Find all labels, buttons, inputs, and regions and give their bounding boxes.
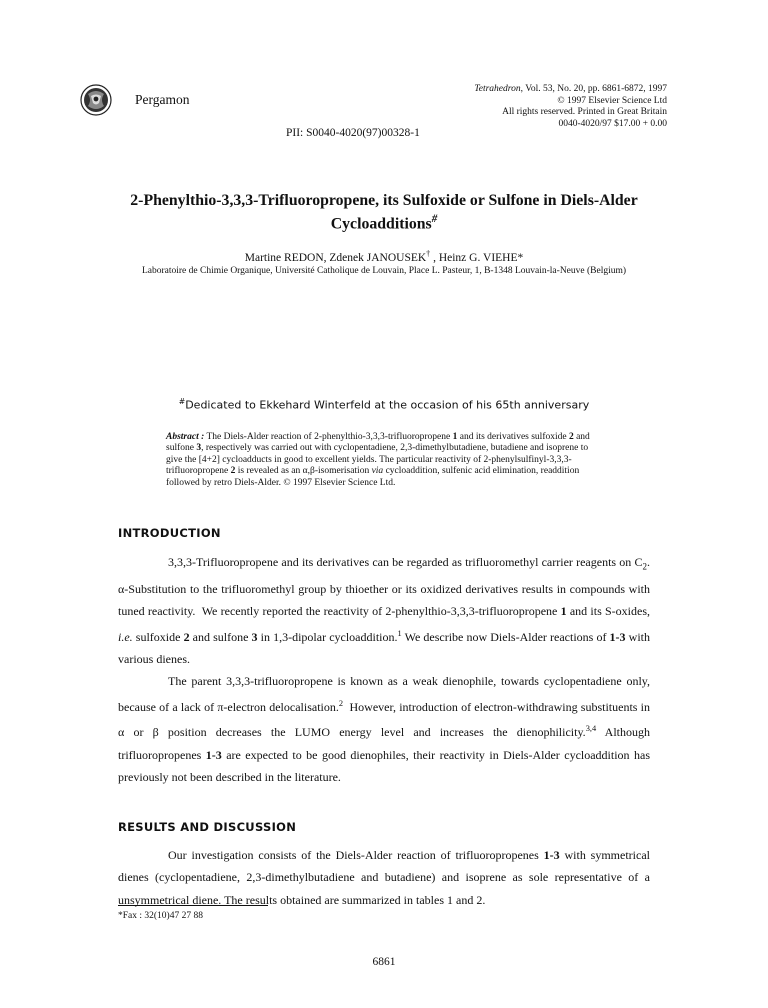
dedication: #Dedicated to Ekkehard Winterfeld at the occasion of his 65th anniversary: [178, 397, 590, 412]
journal-line: All rights reserved. Printed in Great Britain: [502, 107, 667, 117]
journal-line: 0040-4020/97 $17.00 + 0.00: [558, 118, 667, 129]
paragraph: Our investigation consists of the Diels-Alder reaction of trifluoropropenes 1-3 with symmetrical dienes (cyclopentadiene, 2,3-dimethylbutadiene and butadiene) and isoprene as sole representative of a unsymmetrical diene. The results obtained are summarized in tables 1 and 2.: [118, 848, 650, 907]
results-body: [118, 844, 650, 911]
introduction-body: [118, 551, 650, 788]
section-heading-results: RESULTS AND DISCUSSION: [118, 820, 297, 834]
journal-line: © 1997 Elsevier Science Ltd: [557, 95, 667, 106]
pii-identifier: PII: S0040-4020(97)00328-1: [286, 127, 420, 139]
page-number: 6861: [372, 956, 396, 968]
footnote-divider: [118, 905, 268, 906]
paragraph: 3,3,3-Trifluoropropene and its derivatives can be regarded as trifluoromethyl carrier reagents on $C_2$. α-Substitution to the trifluoromethyl group by thioether or its oxidized derivatives results in compounds with tuned reactivity. We recently reported the reactivity of 2-phenylthio-3,3,3-trifluoropropene 1 and its S-oxides, i.e. sulfoxide 2 and sulfone 3 in 1,3-dipolar cycloaddition.$^1$ We describe now Diels-Alder reactions of 1-3 with various dienes.: [118, 555, 650, 667]
journal-citation: [474, 84, 667, 130]
author-affiliation: Laboratoire de Chimie Organique, Université Catholique de Louvain, Place L. Pasteur, 1, B-1348 Louvain-la-Neuve (Belgium): [141, 266, 627, 276]
journal-line: Tetrahedron, Vol. 53, No. 20, pp. 6861-6872, 1997: [474, 84, 667, 94]
publisher-logo: [80, 84, 132, 116]
abstract: Abstract : The Diels-Alder reaction of 2-phenylthio-3,3,3-trifluoropropene 1 and its derivatives sulfoxide 2 and sulfone 3, respectively was carried out with cyclopentadiene, 2,3-dimethylbutadiene, butadiene and isoprene to give the [4+2] cycloadducts in good to excellent yields. The particular reactivity of 2-phenylsulfinyl-3,3,3-trifluoropropene 2 is revealed as an α,β-isomerisation via cycloaddition, sulfenic acid elimination, readdition followed by retro Diels-Alder. © 1997 Elsevier Science Ltd.: [166, 432, 590, 488]
section-heading-introduction: INTRODUCTION: [118, 526, 221, 540]
author-list: Martine REDON, Zdenek JANOUSEK† , Heinz G. VIEHE*: [244, 249, 524, 264]
publisher-name: Pergamon: [135, 92, 190, 107]
article-title: 2-Phenylthio-3,3,3-Trifluoropropene, its Sulfoxide or Sulfone in Diels-Alder Cycloadditions#: [130, 192, 638, 233]
paragraph: The parent 3,3,3-trifluoropropene is known as a weak dienophile, towards cyclopentadiene only, because of a lack of π-electron delocalisation.$^2$ However, introduction of electron-withdrawing substituents in α or β position decreases the LUMO energy level and increases the dienophilicity.$^{3,4}$ Although trifluoropropenes 1-3 are expected to be good dienophiles, their reactivity in Diels-Alder cycloaddition has previously not been described in the literature.: [118, 674, 651, 785]
footnote: *Fax : 32(10)47 27 88: [118, 911, 203, 921]
